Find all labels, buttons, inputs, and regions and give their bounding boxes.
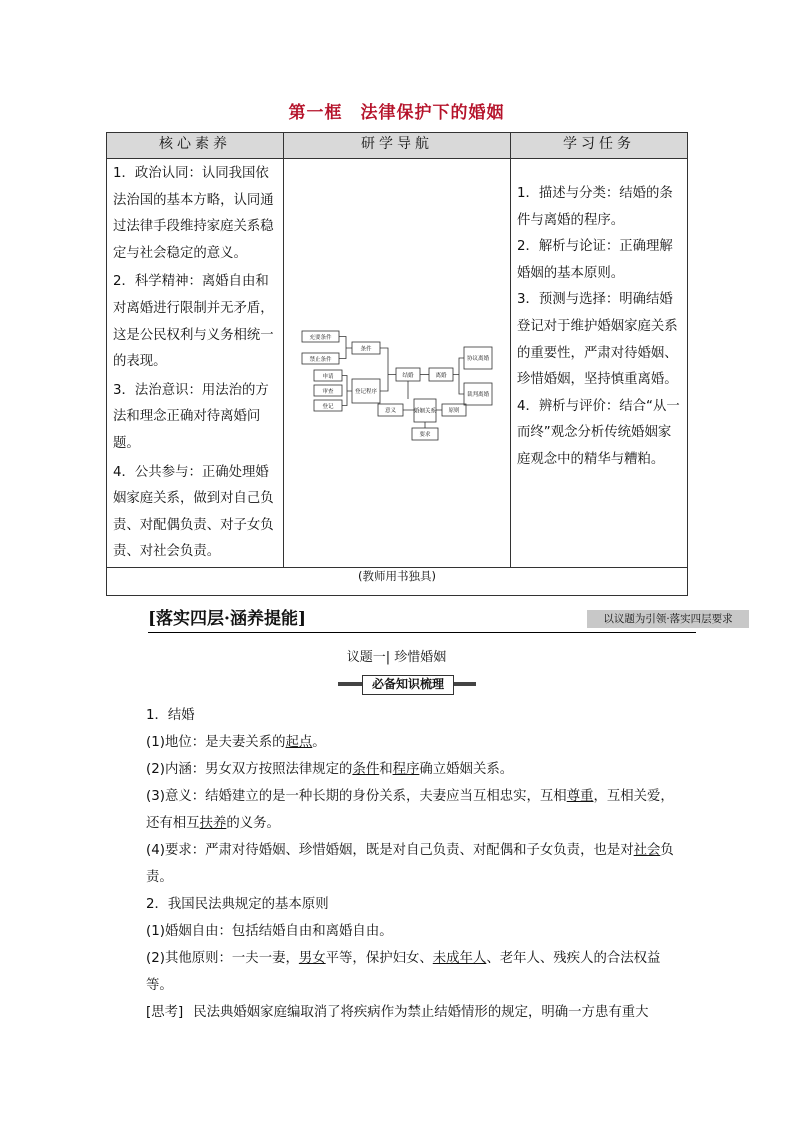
underline-term: 条件 (352, 762, 380, 777)
concept-diagram (284, 159, 510, 567)
underline-term: 社会 (633, 843, 661, 858)
diag-forbidden: 禁止条件 (309, 357, 332, 363)
issue-title: 议题一| 珍惜婚姻 (346, 650, 447, 665)
underline-term: 起点 (285, 735, 313, 750)
diag-reg-procedure: 登记程序 (354, 389, 378, 395)
core-item: 1．政治认同：认同我国依法治国的基本方略，认同通过法律手段维持家庭关系稳定与社会稳定的意义。 (113, 166, 274, 261)
task-item: 2．解析与论证：正确理解婚姻的基本原则。 (517, 239, 673, 281)
banner-label: 必备知识梳理 (362, 675, 454, 695)
page-title: 第一框 法律保护下的婚姻 (288, 103, 505, 123)
task-item: 4．辨析与评价：结合“从一而终”观念分析传统婚姻家庭观念中的精华与糟粕。 (517, 398, 680, 467)
core-item: 4．公共参与：正确处理婚姻家庭关系，做到对自己负责、对配偶负责、对子女负责、对社会负责。 (113, 464, 274, 560)
paragraph: [思考] 民法典婚姻家庭编取消了将疾病作为禁止结婚情形的规定，明确一方患有重大 (146, 1005, 649, 1020)
underline-term: 程序 (392, 762, 420, 777)
paragraph: 1．结婚 (146, 708, 195, 723)
diag-marriage: 结婚 (402, 373, 414, 379)
core-item: 2．科学精神：离婚自由和对离婚进行限制并无矛盾，这是公民权利与义务相统一的表现。 (113, 274, 274, 370)
diag-principle: 原则 (448, 408, 460, 414)
paragraph: (1)地位：是夫妻关系的起点。 (146, 735, 326, 750)
header-guide: 研学导航 (284, 133, 511, 159)
header-tasks: 学习任务 (511, 133, 688, 159)
diag-agreement: 协议离婚 (466, 356, 490, 362)
paragraph: 2．我国民法典规定的基本原则 (146, 897, 329, 912)
underline-term: 尊重 (566, 789, 594, 804)
diag-requirement: 要求 (419, 432, 431, 438)
task-item: 1．描述与分类：结婚的条件与离婚的程序。 (517, 186, 673, 228)
diagram-cell (284, 159, 511, 568)
paragraph: (1)婚姻自由：包括结婚自由和离婚自由。 (146, 924, 393, 939)
header-core: 核心素养 (107, 133, 284, 159)
knowledge-banner (338, 675, 476, 693)
diag-meaning: 意义 (384, 408, 397, 414)
diag-divorce: 离婚 (435, 373, 447, 379)
paragraph: (2)内涵：男女双方按照法律规定的条件和程序确立婚姻关系。 (146, 762, 514, 777)
diag-conditions: 条件 (360, 346, 372, 353)
diag-relation: 婚姻关系 (413, 408, 437, 415)
core-cell (107, 159, 284, 568)
underline-term: 扶养 (199, 816, 227, 831)
paragraph: (3)意义：结婚建立的是一种长期的身份关系，夫妻应当互相忠实，互相尊重，互相关爱，还有相互扶养的义务。 (146, 789, 674, 831)
table-footer: (教师用书独具) (107, 568, 688, 596)
tasks-cell (511, 159, 688, 568)
diag-register: 登记 (322, 404, 334, 410)
think-label: [思考] (146, 1005, 184, 1020)
overview-table (106, 132, 688, 596)
task-item: 3．预测与选择：明确结婚登记对于维护婚姻家庭关系的重要性，严肃对待婚姻、珍惜婚姻，坚持慎重离婚。 (517, 292, 678, 388)
diag-review: 审查 (322, 389, 334, 395)
diag-required: 充要条件 (309, 335, 332, 341)
core-item: 3．法治意识：用法治的方法和理念正确对待离婚问题。 (113, 382, 269, 451)
paragraph: (4)要求：严肃对待婚姻、珍惜婚姻，既是对自己负责、对配偶和子女负责，也是对社会负责。 (146, 843, 674, 885)
section-tag: 以议题为引领·落实四层要求 (587, 610, 749, 628)
section-heading: [落实四层·涵养提能] (148, 604, 306, 629)
diag-apply: 申请 (322, 374, 334, 380)
underline-term: 未成年人 (432, 951, 487, 966)
underline-term: 男女 (298, 951, 326, 966)
diag-judicial: 裁判离婚 (466, 392, 490, 398)
paragraph: (2)其他原则：一夫一妻，男女平等，保护妇女、未成年人、老年人、残疾人的合法权益等。 (146, 951, 661, 993)
